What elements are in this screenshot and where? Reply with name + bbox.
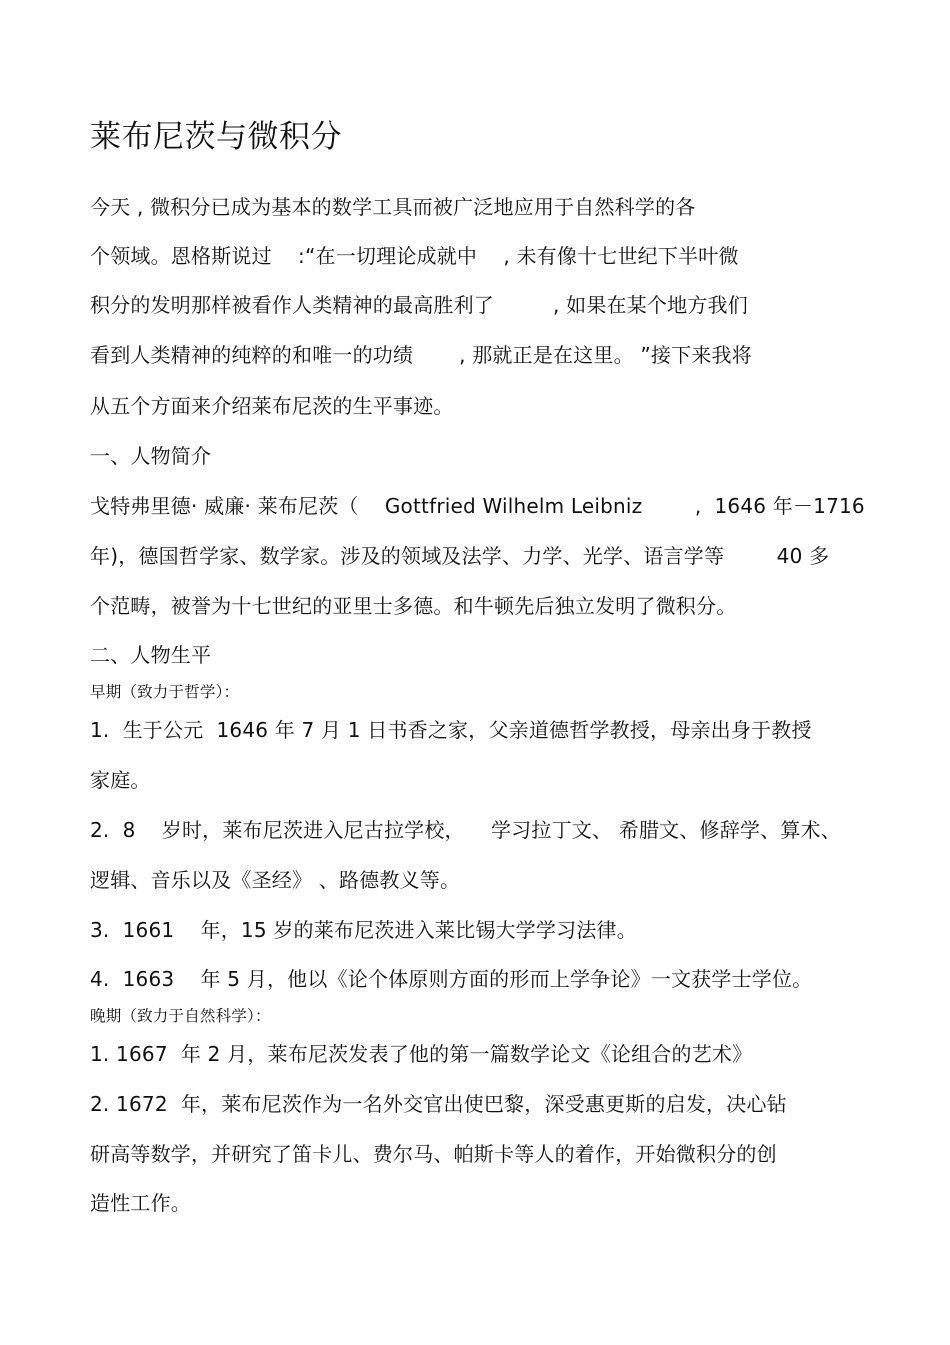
early-item-line-3: 2. 8 岁时，莱布尼茨进入尼古拉学校， 学习拉丁文、 希腊文、修辞学、算术、: [90, 818, 841, 842]
early-period-label: 早期（致力于哲学）：: [90, 683, 240, 701]
intro-line-3: 积分的发明那样被看作人类精神的最高胜利了 , 如果在某个地方我们: [90, 293, 748, 317]
section-1-line-1: 戈特弗里德· 威廉· 莱布尼茨（ Gottfried Wilhelm Leibniz , 1646 年－1716: [90, 494, 865, 518]
intro-line-5: 从五个方面来介绍莱布尼茨的生平事迹。: [90, 394, 454, 418]
section-1-line-2: 年)，德国哲学家、数学家。涉及的领域及法学、力学、光学、语言学等 40 多: [90, 544, 830, 568]
intro-line-4: 看到人类精神的纯粹的和唯一的功绩 , 那就正是在这里。 ”接下来我将: [90, 343, 752, 367]
intro-line-1: 今天 , 微积分已成为基本的数学工具而被广泛地应用于自然科学的各: [90, 195, 696, 219]
section-1-heading: 一、人物简介: [90, 444, 212, 468]
intro-line-2: 个领域。恩格斯说过 :“在一切理论成就中 , 未有像十七世纪下半叶微: [90, 244, 739, 268]
late-period-label: 晚期（致力于自然科学）：: [90, 1007, 271, 1025]
late-item-line-1: 1. 1667 年 2 月，莱布尼茨发表了他的第一篇数学论文《论组合的艺术》: [90, 1042, 753, 1066]
early-item-line-4: 逻辑、音乐以及《圣经》 、路德教义等。: [90, 868, 461, 892]
late-item-line-2: 2. 1672 年，莱布尼茨作为一名外交官出使巴黎，深受惠更斯的启发，决心钻: [90, 1092, 787, 1116]
section-1-line-3: 个范畴，被誉为十七世纪的亚里士多德。和牛顿先后独立发明了微积分。: [90, 594, 737, 618]
late-item-line-4: 造性工作。: [90, 1191, 191, 1215]
early-item-line-1: 1. 生于公元 1646 年 7 月 1 日书香之家，父亲道德哲学教授，母亲出身于教授: [90, 718, 812, 742]
section-2-heading: 二、人物生平: [90, 643, 212, 667]
early-item-line-5: 3. 1661 年，15 岁的莱布尼茨进入莱比锡大学学习法律。: [90, 918, 637, 942]
early-item-line-2: 家庭。: [90, 768, 151, 792]
page-title: 莱布尼茨与微积分: [90, 119, 342, 155]
early-item-line-6: 4. 1663 年 5 月，他以《论个体原则方面的形而上学争论》一文获学士学位。: [90, 967, 813, 991]
late-item-line-3: 研高等数学，并研究了笛卡儿、费尔马、帕斯卡等人的着作，开始微积分的创: [90, 1142, 777, 1166]
